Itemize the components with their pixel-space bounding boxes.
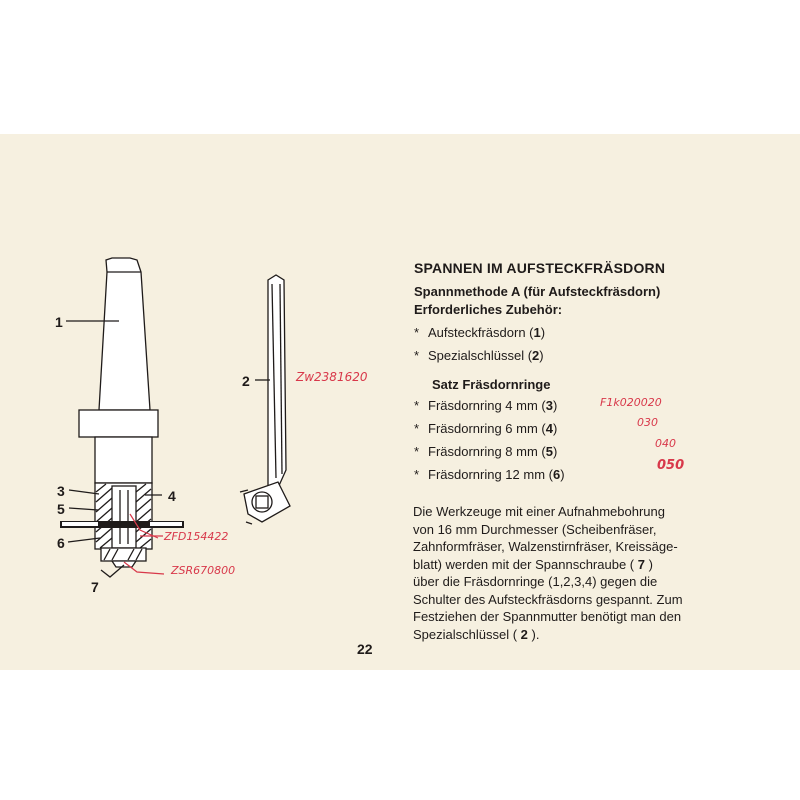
page-number: 22 bbox=[357, 641, 373, 657]
figure-label-7: 7 bbox=[91, 579, 99, 595]
figure-label-4: 4 bbox=[168, 488, 176, 504]
method-line: Spannmethode A (für Aufsteckfräsdorn) bbox=[414, 284, 661, 299]
handwritten-nut-code: ZFD154422 bbox=[164, 530, 229, 543]
figure-label-5: 5 bbox=[57, 501, 65, 517]
ring-set-title: Satz Fräsdornringe bbox=[432, 377, 551, 392]
figure-label-2: 2 bbox=[242, 373, 250, 389]
handwritten-screw-code: ZSR670800 bbox=[171, 564, 236, 577]
accessories-title: Erforderliches Zubehör: bbox=[414, 302, 563, 317]
handwritten-ring-code-3: 040 bbox=[655, 437, 676, 450]
manual-page bbox=[0, 134, 800, 670]
ring-item: * Fräsdornring 6 mm (4) bbox=[414, 421, 558, 436]
handwritten-ring-code-1: F1k020020 bbox=[600, 396, 662, 409]
ring-item: * Fräsdornring 8 mm (5) bbox=[414, 444, 558, 459]
body-paragraph: Die Werkzeuge mit einer Aufnahmebohrung von 16 mm Durchmesser (Scheibenfräser, Zahnformfräser, Walzenstirnfräser, Kreissäge- blatt) werden mit der Spannschraube ( 7 ) über die Fräsdornringe (1,2,3,4) gegen die Schulter des Aufsteckfräsdorns gespannt. Zum Festziehen der Spannmutter benötigt man den Spezialschlüssel ( 2 ). bbox=[413, 504, 683, 642]
handwritten-ring-code-4: 050 bbox=[657, 458, 685, 473]
handwritten-key-code: Zw2381620 bbox=[296, 370, 368, 384]
accessory-item: * Aufsteckfräsdorn (1) bbox=[414, 325, 546, 340]
ring-item: * Fräsdornring 4 mm (3) bbox=[414, 398, 558, 413]
ring-item: * Fräsdornring 12 mm (6) bbox=[414, 467, 565, 482]
figure-label-6: 6 bbox=[57, 535, 65, 551]
figure-label-1: 1 bbox=[55, 314, 63, 330]
handwritten-ring-code-2: 030 bbox=[637, 416, 658, 429]
section-heading: SPANNEN IM AUFSTECKFRÄSDORN bbox=[414, 260, 666, 276]
figure-label-3: 3 bbox=[57, 483, 65, 499]
accessory-item: * Spezialschlüssel (2) bbox=[414, 348, 544, 363]
